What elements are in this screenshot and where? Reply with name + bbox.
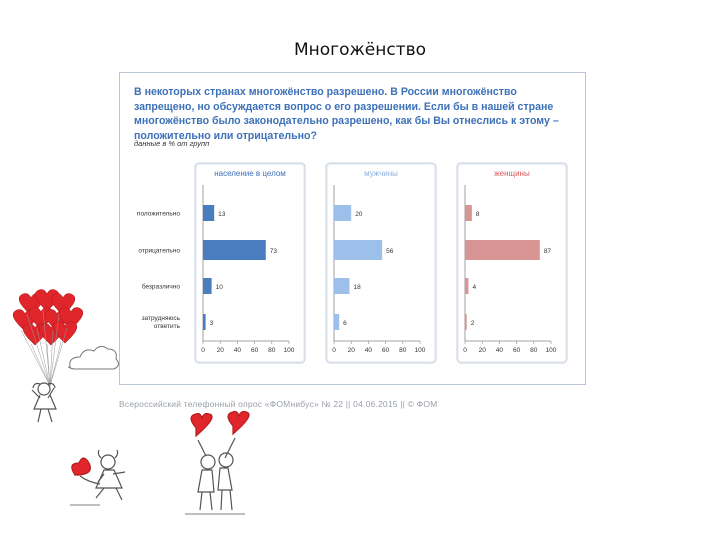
x-tick-label: 60 — [512, 347, 521, 354]
x-tick-label: 100 — [545, 347, 557, 354]
x-tick-label: 0 — [463, 347, 467, 354]
panel-header: женщины — [494, 169, 530, 178]
category-label: безразлично — [141, 283, 180, 291]
category-label: положительно — [136, 210, 180, 218]
panel-header: мужчины — [364, 169, 398, 178]
bar-value-label: 4 — [472, 284, 477, 291]
x-tick-label: 40 — [495, 347, 504, 354]
x-tick-label: 80 — [530, 347, 538, 354]
x-tick-label: 40 — [364, 347, 373, 354]
x-tick-label: 20 — [216, 347, 224, 354]
x-tick-label: 80 — [268, 347, 276, 354]
balloon-string — [50, 342, 61, 386]
category-label: затрудняюсь — [141, 315, 180, 322]
bar-value-label: 87 — [543, 248, 552, 255]
bar-value-label: 73 — [269, 248, 278, 255]
bar-value-label: 6 — [343, 320, 347, 327]
slide-title: Многожёнство — [293, 40, 427, 60]
x-tick-label: 40 — [233, 347, 242, 354]
x-tick-label: 60 — [381, 347, 390, 354]
x-tick-label: 0 — [201, 347, 205, 354]
cloud-icon — [69, 346, 119, 369]
running-girl-with-heart-icon — [70, 450, 125, 505]
x-tick-label: 100 — [283, 347, 295, 354]
data-note: данные в % от групп — [134, 139, 210, 148]
x-tick-label: 0 — [332, 347, 336, 354]
bar-value-label: 13 — [218, 211, 226, 218]
source-footer: Всероссийский телефонный опрос «ФОМнибус» № 22 || 04.06.2015 || © ФОМ — [119, 399, 438, 409]
x-tick-label: 100 — [414, 347, 426, 354]
survey-question: В некоторых странах многожёнство разрешено. В России многожёнство запрещено, но обсуждается вопрос о его разрешении. Если бы в нашей стране многожёнство было законодательно разрешено, как бы Вы отнеслись к этому – положительно или отрицательно? — [134, 86, 559, 142]
category-label: отрицательно — [138, 247, 180, 255]
bar-value-label: 3 — [209, 320, 214, 327]
bar-value-label: 10 — [215, 284, 223, 291]
bar-value-label: 18 — [353, 284, 361, 291]
bar-value-label: 8 — [475, 211, 480, 218]
x-tick-label: 20 — [347, 347, 355, 354]
x-tick-label: 20 — [478, 347, 486, 354]
couple-with-hearts-icon — [185, 412, 249, 515]
bar-value-label: 2 — [470, 320, 475, 327]
x-tick-label: 80 — [399, 347, 407, 354]
bar-value-label: 56 — [386, 248, 394, 255]
x-tick-label: 60 — [250, 347, 259, 354]
balloon-string — [31, 344, 50, 386]
panel-header: население в целом — [214, 169, 286, 178]
category-label-line2: ответить — [153, 323, 180, 330]
balloon-hearts-icon — [13, 290, 83, 346]
bar-value-label: 20 — [355, 211, 363, 218]
